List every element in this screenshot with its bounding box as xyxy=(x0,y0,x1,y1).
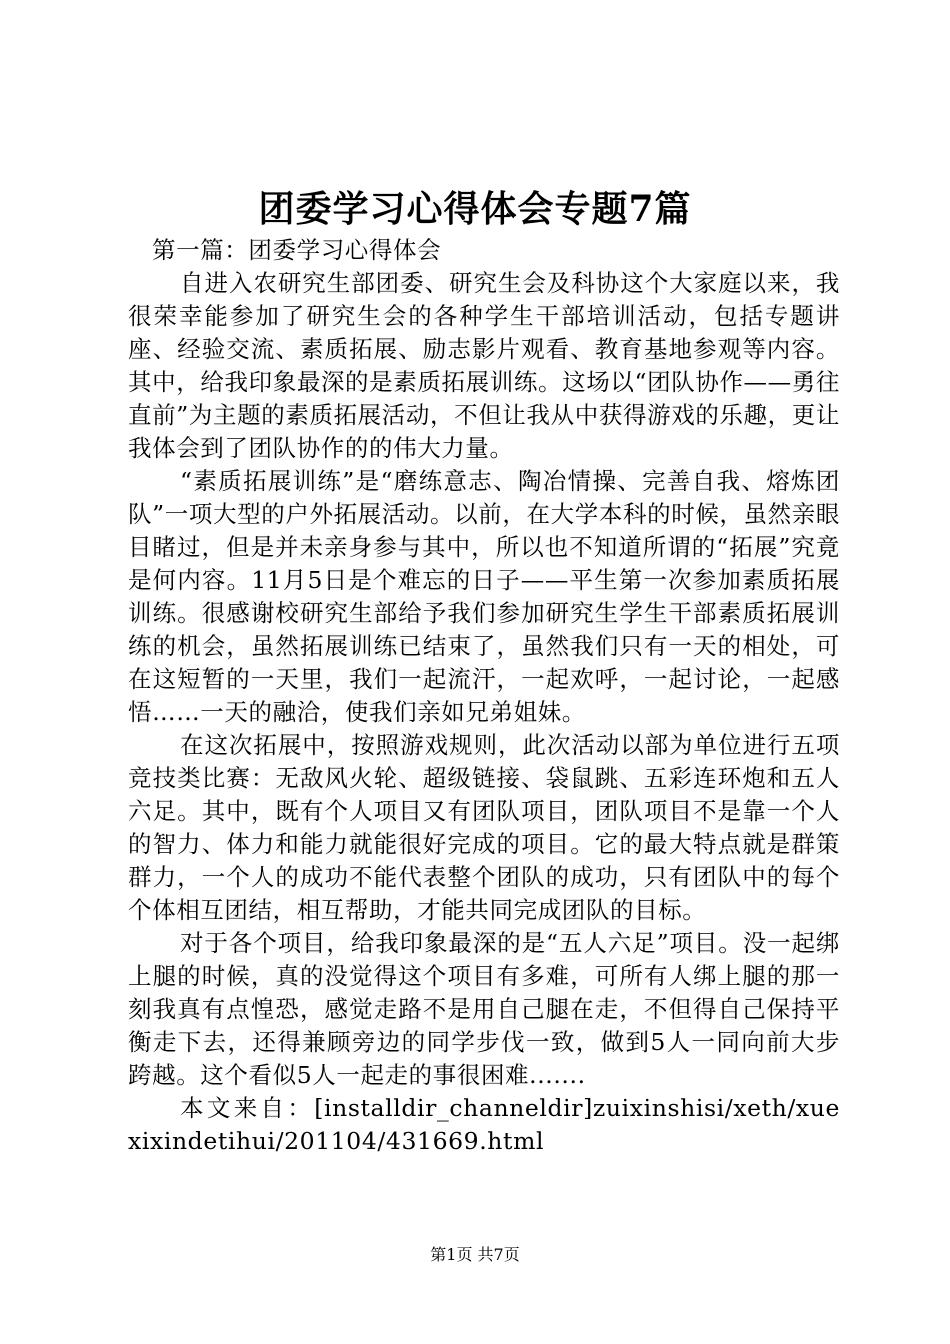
source-line: 本文来自：[installdir_channeldir]zuixinshisi/xeth/xuexixindetihui/201104/431669.html xyxy=(128,1094,840,1155)
page-footer: 第1页 共7页 xyxy=(430,1245,520,1264)
paragraph-2: “素质拓展训练”是“磨练意志、陶冶情操、完善自我、熔炼团队”一项大型的户外拓展活动。以前，在大学本科的时候，虽然亲眼目睹过，但是并未亲身参与其中，所以也不知道所谓的“拓展”究竟是何内容。11月5日是个难忘的日子——平生第一次参加素质拓展训练。很感谢校研究生部给予我们参加研究生学生干部素质拓展训练的机会，虽然拓展训练已结束了，虽然我们只有一天的相处，可在这短暂的一天里，我们一起流汗，一起欢呼，一起讨论，一起感悟……一天的融洽，使我们亲如兄弟姐妹。 xyxy=(128,467,840,726)
paragraph-1: 自进入农研究生部团委、研究生会及科协这个大家庭以来，我很荣幸能参加了研究生会的各种学生干部培训活动，包括专题讲座、经验交流、素质拓展、励志影片观看、教育基地参观等内容。其中，给我印象最深的是素质拓展训练。这场以“团队协作——勇往直前”为主题的素质拓展活动，不但让我从中获得游戏的乐趣，更让我体会到了团队协作的的伟大力量。 xyxy=(128,269,840,462)
section-heading: 第一篇：团委学习心得体会 xyxy=(152,236,442,264)
paragraph-4: 对于各个项目，给我印象最深的是“五人六足”项目。没一起绑上腿的时候，真的没觉得这个项目有多难，可所有人绑上腿的那一刻我真有点惶恐，感觉走路不是用自己腿在走，不但得自己保持平衡走下去，还得兼顾旁边的同学步伐一致，做到5人一同向前大步跨越。这个看似5人一起走的事很困难....... xyxy=(128,929,840,1089)
document-body xyxy=(128,234,840,1158)
paragraph-3: 在这次拓展中，按照游戏规则，此次活动以部为单位进行五项竞技类比赛：无敌风火轮、超级链接、袋鼠跳、五彩连环炮和五人六足。其中，既有个人项目又有团队项目，团队项目不是靠一个人的智力、体力和能力就能很好完成的项目。它的最大特点就是群策群力，一个人的成功不能代表整个团队的成功，只有团队中的每个个体相互团结，相互帮助，才能共同完成团队的目标。 xyxy=(128,731,840,924)
document-title: 团委学习心得体会专题7篇 xyxy=(258,188,692,230)
